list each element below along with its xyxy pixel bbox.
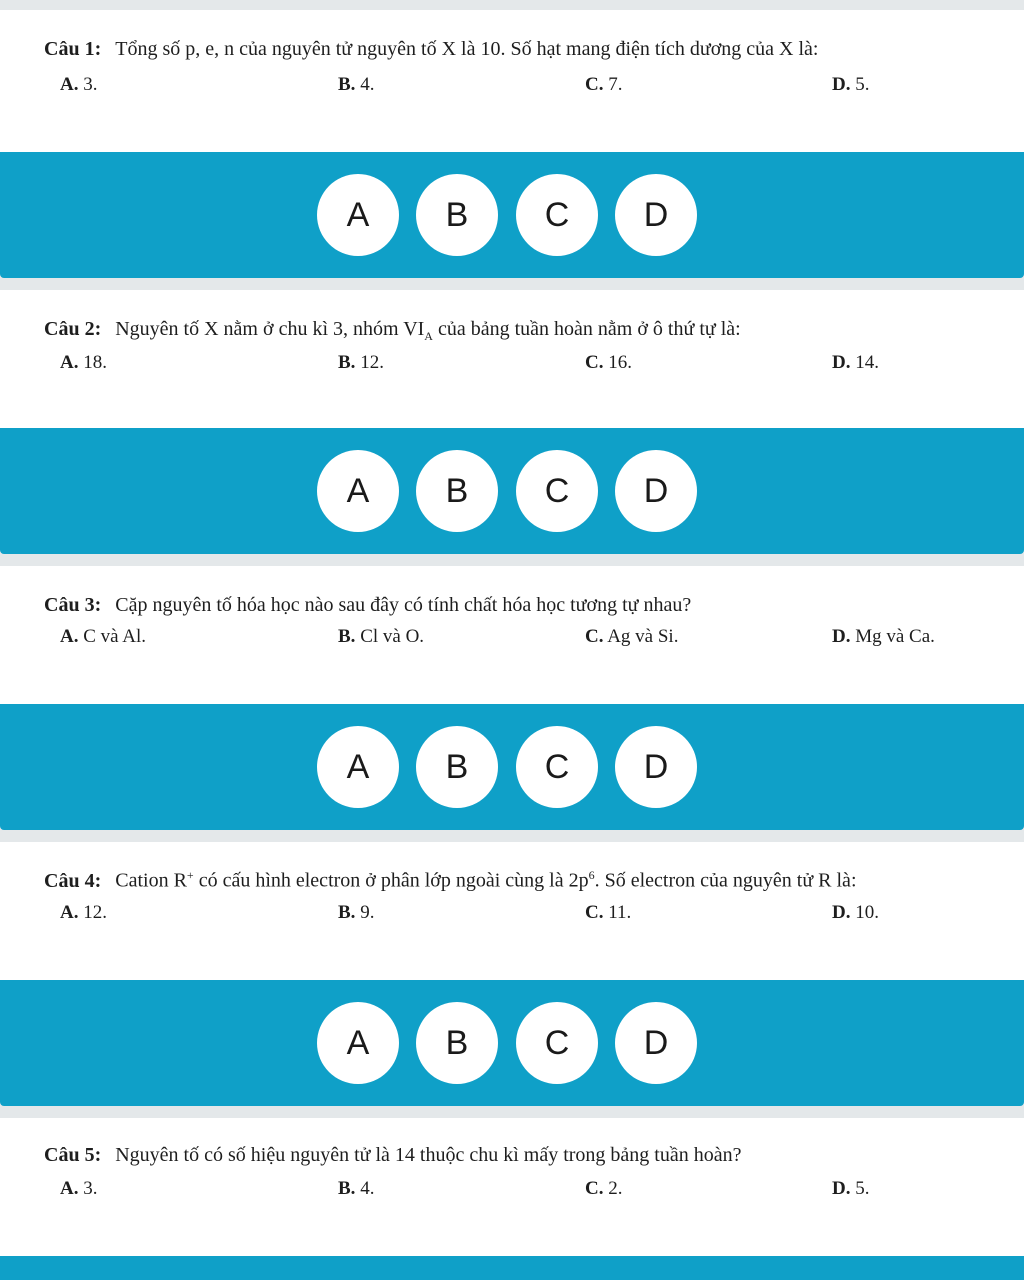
option-c: C. 2.	[585, 1178, 623, 1199]
question-label: Câu 4:	[44, 869, 102, 892]
question-card-4	[0, 842, 1024, 980]
answer-b-button[interactable]: B	[416, 1002, 498, 1084]
option-a: A. 12.	[60, 902, 107, 923]
option-d: D. 10.	[832, 902, 879, 923]
answer-bar-3	[0, 704, 1024, 830]
answer-bar-1	[0, 152, 1024, 278]
answer-b-button[interactable]: B	[416, 174, 498, 256]
answer-a-button[interactable]: A	[317, 1002, 399, 1084]
answer-c-button[interactable]: C	[516, 174, 598, 256]
answer-a-button[interactable]: A	[317, 726, 399, 808]
option-b: B. 12.	[338, 352, 384, 373]
answer-bar-4	[0, 980, 1024, 1106]
option-c: C. Ag và Si.	[585, 626, 679, 647]
option-c: C. 7.	[585, 74, 623, 95]
answer-b-button[interactable]: B	[416, 450, 498, 532]
answer-b-button[interactable]: B	[416, 726, 498, 808]
option-a: A. 3.	[60, 74, 98, 95]
question-text-3: Câu 3: Cặp nguyên tố hóa học nào sau đây có tính chất hóa học tương tự nhau?	[44, 594, 692, 616]
answer-c-button[interactable]: C	[516, 450, 598, 532]
option-b: B. Cl và O.	[338, 626, 425, 647]
answer-a-button[interactable]: A	[317, 450, 399, 532]
question-label: Câu 3:	[44, 594, 102, 616]
option-a: A. 18.	[60, 352, 107, 373]
option-d: D. 14.	[832, 352, 879, 373]
option-b: B. 4.	[338, 74, 375, 95]
answer-d-button[interactable]: D	[615, 1002, 697, 1084]
question-text-2: Câu 2: Nguyên tố X nằm ở chu kì 3, nhóm $VI_A$ của bảng tuần hoàn nằm ở ô thứ tự là:	[44, 318, 741, 343]
option-d: D. Mg và Ca.	[832, 626, 935, 647]
question-card-5	[0, 1118, 1024, 1256]
question-card-2	[0, 290, 1024, 428]
answer-c-button[interactable]: C	[516, 726, 598, 808]
question-card-3	[0, 566, 1024, 704]
option-d: D. 5.	[832, 1178, 870, 1199]
answer-a-button[interactable]: A	[317, 174, 399, 256]
option-b: B. 4.	[338, 1178, 375, 1199]
option-d: D. 5.	[832, 74, 870, 95]
option-a: A. C và Al.	[60, 626, 147, 647]
question-label: Câu 2:	[44, 318, 102, 340]
options-row-3	[0, 626, 1024, 652]
question-card-1	[0, 10, 1024, 152]
question-text-1: Câu 1: Tổng số p, e, n của nguyên tử nguyên tố X là 10. Số hạt mang điện tích dương của X là:	[44, 38, 819, 60]
options-row-1	[0, 74, 1024, 100]
options-row-4	[0, 902, 1024, 928]
answer-c-button[interactable]: C	[516, 1002, 598, 1084]
answer-d-button[interactable]: D	[615, 174, 697, 256]
answer-d-button[interactable]: D	[615, 726, 697, 808]
answer-bar-2	[0, 428, 1024, 554]
answer-bar-5	[0, 1256, 1024, 1280]
options-row-5	[0, 1178, 1024, 1204]
question-text-4: Câu 4: Cation R+ có cấu hình electron ở phân lớp ngoài cùng là $2p^6$. Số electron của nguyên tử R là:	[44, 868, 857, 892]
options-row-2	[0, 352, 1024, 378]
question-text-5: Câu 5: Nguyên tố có số hiệu nguyên tử là 14 thuộc chu kì mấy trong bảng tuần hoàn?	[44, 1144, 742, 1166]
option-c: C. 11.	[585, 902, 632, 923]
answer-d-button[interactable]: D	[615, 450, 697, 532]
option-b: B. 9.	[338, 902, 375, 923]
option-c: C. 16.	[585, 352, 632, 373]
question-label: Câu 5:	[44, 1144, 102, 1166]
option-a: A. 3.	[60, 1178, 98, 1199]
question-label: Câu 1:	[44, 38, 102, 60]
